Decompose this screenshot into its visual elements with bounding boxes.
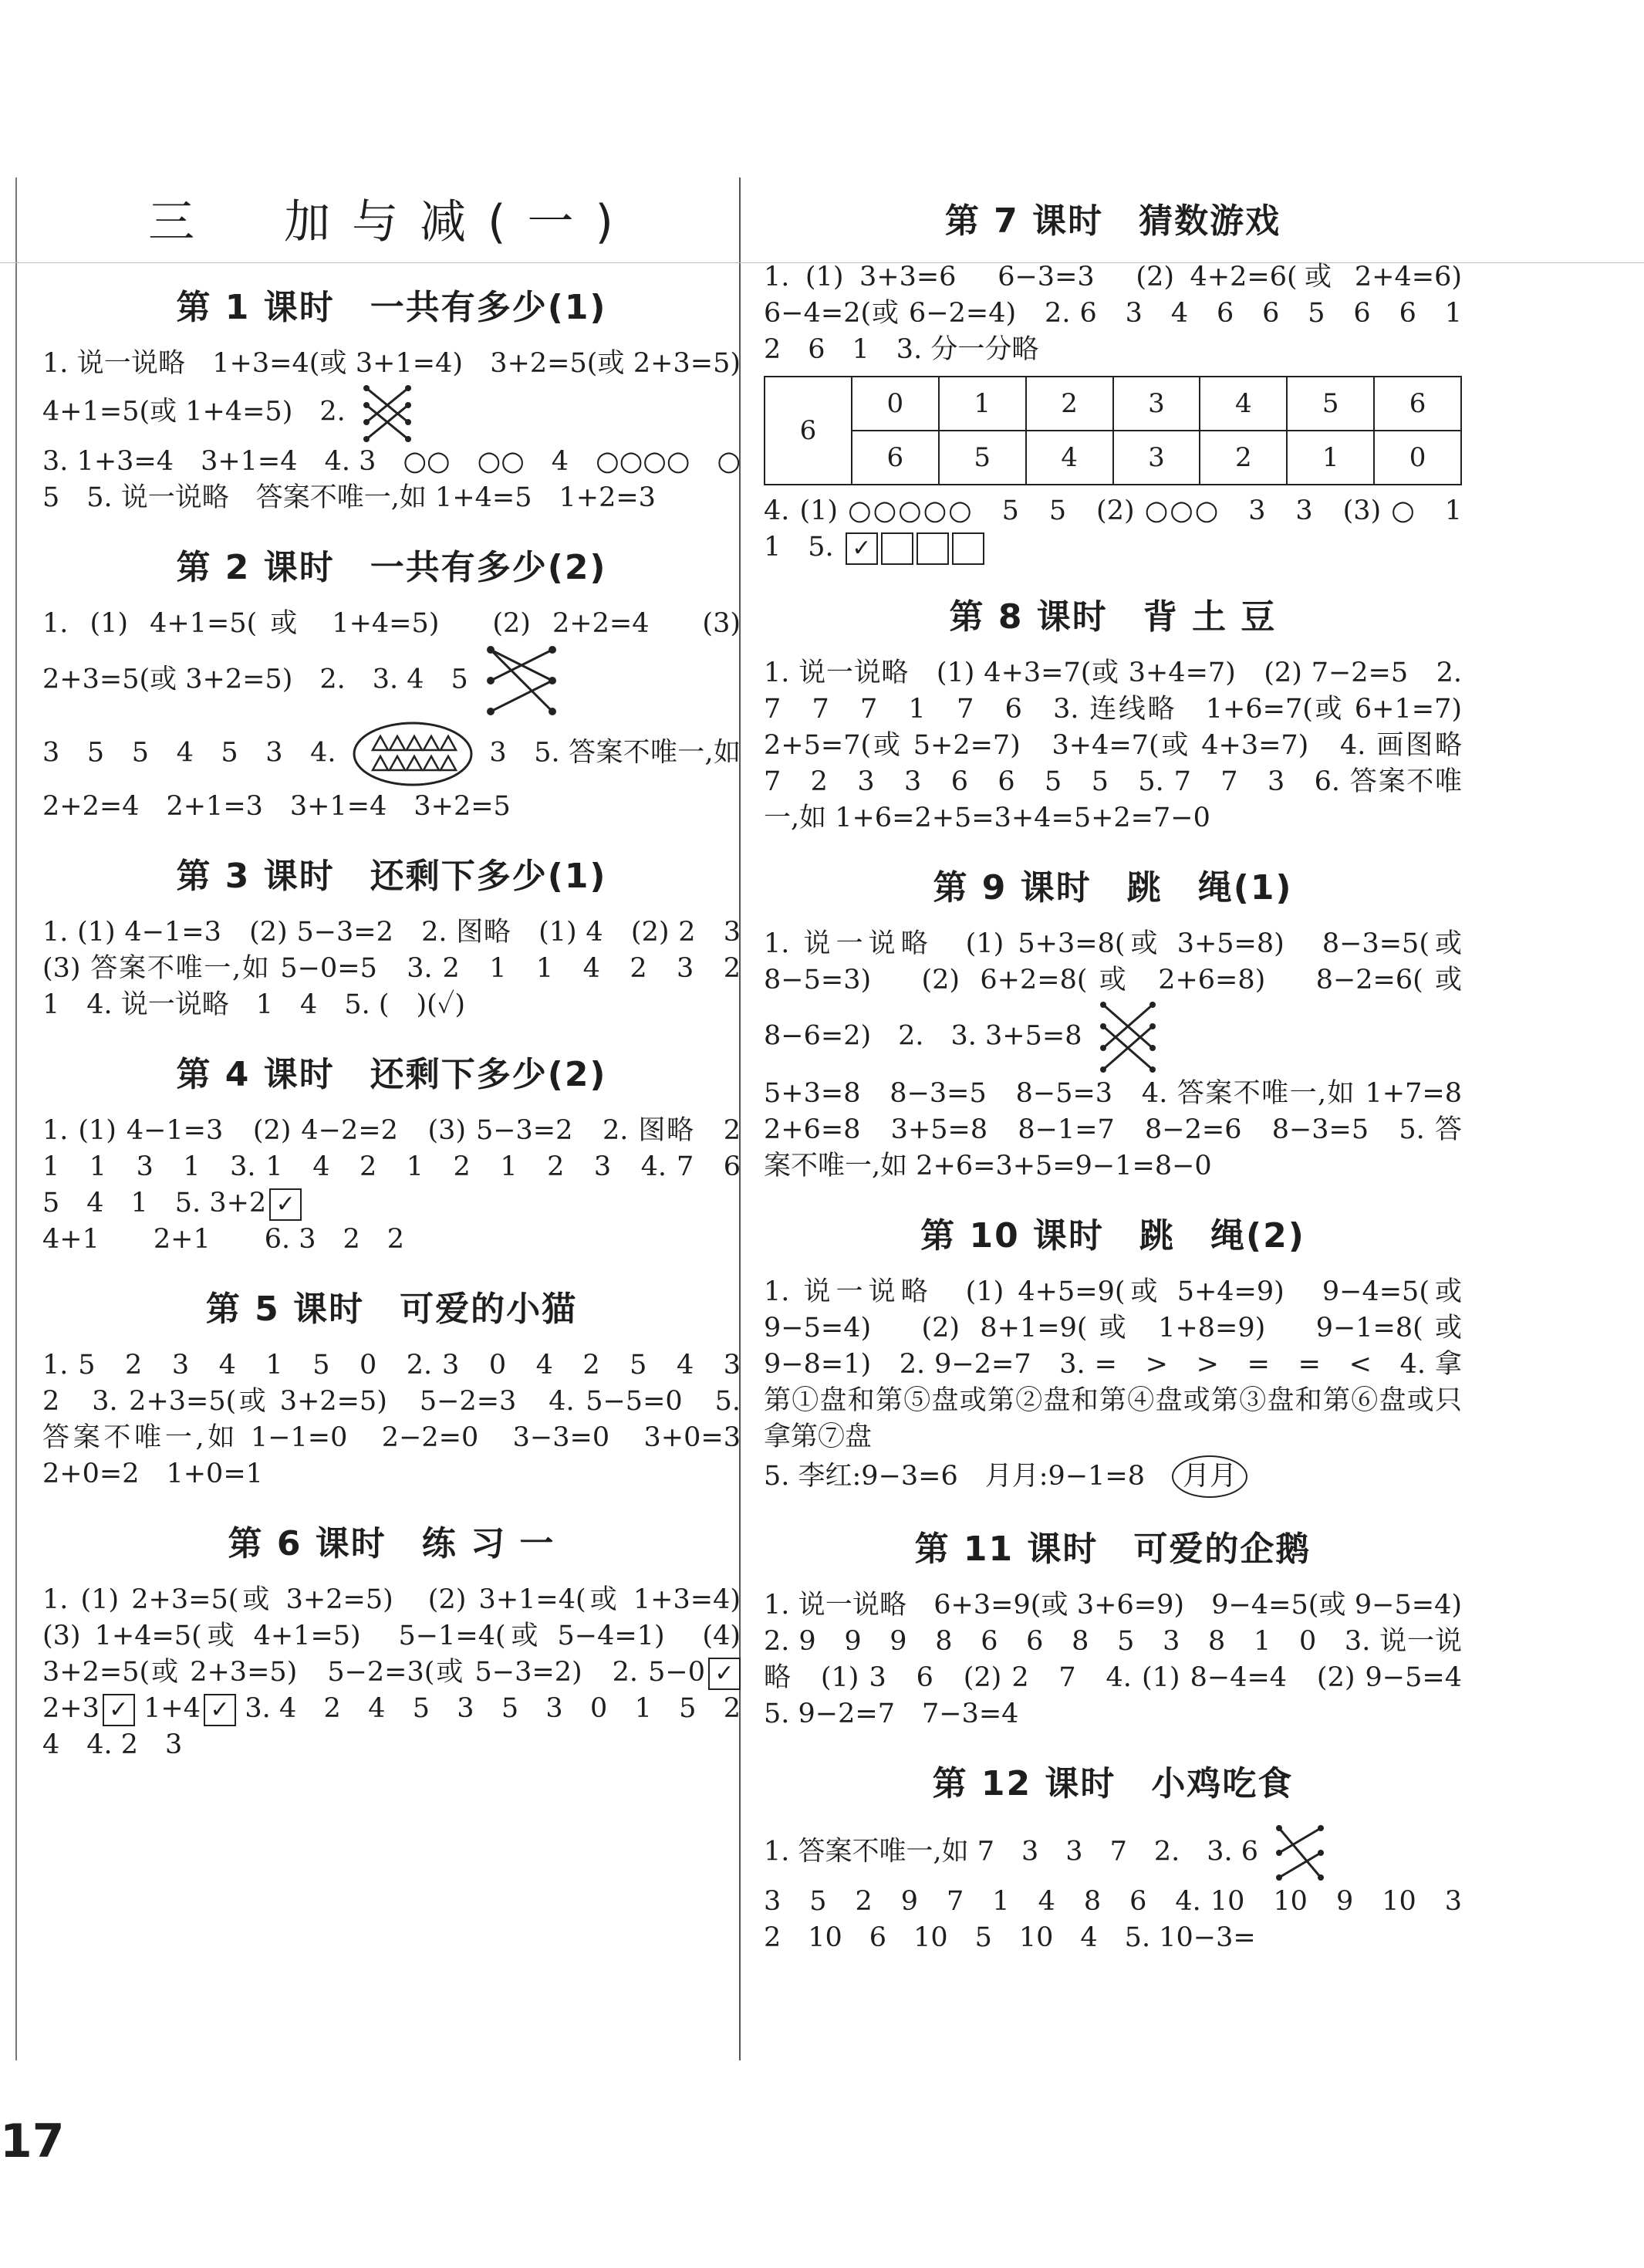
lesson-5-title: 第 5 课时 可爱的小猫 <box>205 1289 578 1329</box>
check-box: ✓ <box>269 1188 302 1221</box>
lesson-12-answer: 1. 答案不唯一,如 7 3 3 7 2. 3. 6 <box>764 1822 1462 1884</box>
left-margin-line <box>15 177 17 2060</box>
lesson-1-answer: 1. 说一说略 1+3=4(或 3+1=4) 3+2=5(或 2+3=5) 4+1=5(或 1+4=5) 2. <box>42 346 741 444</box>
matching-lines-diagram <box>360 382 414 444</box>
page-number: 17 <box>0 2114 65 2168</box>
lesson-2-title: 第 2 课时 一共有多少(2) <box>176 548 607 587</box>
lesson-8-title: 第 8 课时 背 土 豆 <box>949 597 1277 637</box>
lesson-5-answer: 1. 5 2 3 4 1 5 0 2. 3 0 4 2 5 4 3 2 3. 2+3=5(或 3+2=5) 5−2=3 4. 5−5=0 5. 答案不唯一,如 1−1=0 2−2=0 3−3=0 3+0=3 2+0=2 1+0=1 <box>42 1350 768 1489</box>
lesson-1-answer-2: 3. 1+3=4 3+1=4 4. 3 ○○ ○○ 4 ○○○○ ○ 5 5. 说一说略 答案不唯一,如 1+4=5 1+2=3 <box>42 446 768 513</box>
lesson-4-answer: 1. (1) 4−1=3 (2) 4−2=2 (3) 5−3=2 2. 图略 2 1 1 3 1 3. 1 4 2 1 2 1 2 3 4. 7 6 5 4 1 5. 3+2 ✓ <box>42 1113 741 1222</box>
lesson-2-answer: 1. (1) 4+1=5(或 1+4=5) (2) 2+2=4 (3) 2+3=5(或 3+2=5) 2. 3. 4 5 <box>42 606 741 719</box>
check-box: ✓ <box>846 532 878 565</box>
lesson-7-answer: 1. (1) 3+3=6 6−3=3 (2) 4+2=6(或 2+4=6) 6−4=2(或 6−2=4) 2. 6 3 4 6 6 5 6 6 1 2 6 1 3. 分一分略 <box>764 262 1490 365</box>
lesson-10-answer-2: 5. 李红:9−3=6 月月:9−1=8 月月 <box>764 1455 1462 1498</box>
empty-box <box>881 532 913 565</box>
matching-lines-diagram <box>1097 999 1159 1076</box>
circled-answer: 月月 <box>1172 1455 1247 1498</box>
lesson-1-title: 第 1 课时 一共有多少(1) <box>176 288 607 327</box>
check-box: ✓ <box>103 1694 135 1726</box>
lesson-8-answer: 1. 说一说略 (1) 4+3=7(或 3+4=7) (2) 7−2=5 2. 7 7 7 1 7 6 3. 连线略 1+6=7(或 6+1=7) 2+5=7(或 5+2=7) 3+4=7(或 4+3=7) 4. 画图略 7 2 3 3 6 6 5 5 5. 7 7 3 6. 答案不唯一,如 1+6=2+5=3+4=5+2=7−0 <box>764 657 1490 833</box>
matching-lines-diagram <box>483 642 560 719</box>
lesson-9-answer: 1. 说一说略 (1) 5+3=8(或 3+5=8) 8−3=5(或 8−5=3) (2) 6+2=8(或 2+6=8) 8−2=6(或 8−6=2) 2. 3. 3+5=8 <box>764 926 1462 1076</box>
lesson-4-title: 第 4 课时 还剩下多少(2) <box>176 1055 607 1094</box>
check-box: ✓ <box>708 1658 741 1690</box>
lesson-11-title: 第 11 课时 可爱的企鹅 <box>914 1529 1311 1569</box>
lesson-10-answer: 1. 说一说略 (1) 4+5=9(或 5+4=9) 9−4=5(或 9−5=4) (2) 8+1=9(或 1+8=9) 9−1=8(或 9−8=1) 2. 9−2=7 3. = > > = = < 4. 拿第①盘和第⑤盘或第②盘和第④盘或第③盘和第⑥盘或只拿第⑦盘 <box>764 1276 1462 1452</box>
lesson-6-answer: 1. (1) 2+3=5(或 3+2=5) (2) 3+1=4(或 1+3=4) (3) 1+4=5(或 4+1=5) 5−1=4(或 5−4=1) (4) 3+2=5(或 2+3=5) 5−2=3(或 5−3=2) 2. 5−0 ✓ 2+3 ✓ 1+4 ✓ 3. 4 2 4 5 3 5 3 0 1 5 2 4 4. 2 3 <box>42 1584 768 1760</box>
lesson-12-answer-2: 3 5 2 9 7 1 4 8 6 4. 10 10 9 10 3 2 10 6 10 5 10 4 5. 10−3= <box>764 1886 1490 1953</box>
lesson-9-answer-2: 5+3=8 8−3=5 8−5=3 4. 答案不唯一,如 1+7=8 2+6=8 3+5=8 8−1=7 8−2=6 8−3=5 5. 答案不唯一,如 2+6=3+5=9−1=8−0 <box>764 1078 1490 1181</box>
triangles-oval-diagram <box>351 719 474 789</box>
right-column <box>764 162 1490 1956</box>
lesson-9-title: 第 9 课时 跳 绳(1) <box>933 868 1293 908</box>
lesson-3-title: 第 3 课时 还剩下多少(1) <box>176 857 607 896</box>
lesson-12-title: 第 12 课时 小鸡吃食 <box>932 1764 1294 1803</box>
lesson-7-answer-2: 4. (1) ○○○○○ 5 5 (2) ○○○ 3 3 (3) ○ 1 1 5. ✓ <box>764 493 1462 566</box>
lesson-6-title: 第 6 课时 练 习 一 <box>228 1524 555 1563</box>
empty-box <box>952 532 984 565</box>
left-column <box>42 162 768 1763</box>
empty-box <box>917 532 949 565</box>
number-split-table: 6 0 1 2 3 4 5 6 6 5 4 3 2 1 0 <box>764 376 1462 485</box>
table-head: 6 <box>765 377 852 485</box>
lesson-10-title: 第 10 课时 跳 绳(2) <box>920 1216 1305 1256</box>
check-box: ✓ <box>204 1694 236 1726</box>
lesson-7-title: 第 7 课时 猜数游戏 <box>944 201 1281 241</box>
lesson-3-answer: 1. (1) 4−1=3 (2) 5−3=2 2. 图略 (1) 4 (2) 2 3 (3) 答案不唯一,如 5−0=5 3. 2 1 1 4 2 3 2 1 4. 说一说略 1 4 5. ( )(✓) <box>42 917 768 1020</box>
lesson-2-answer-2: 3 5 5 4 5 3 4. 3 5. 答案不唯一,如 2+2=4 2+1=3 3+1=4 3+2=5 <box>42 719 741 825</box>
lesson-4-answer-2: 4+1 2+1 6. 3 2 2 <box>42 1224 405 1255</box>
matching-lines-diagram <box>1273 1822 1327 1884</box>
lesson-11-answer: 1. 说一说略 6+3=9(或 3+6=9) 9−4=5(或 9−5=4) 2. 9 9 9 8 6 6 8 5 3 8 1 0 3. 说一说略 (1) 3 6 (2) 2 7 4. (1) 8−4=4 (2) 9−5=4 5. 9−2=7 7−3=4 <box>764 1590 1490 1729</box>
chapter-title: 三 加与减(一) <box>148 195 635 249</box>
